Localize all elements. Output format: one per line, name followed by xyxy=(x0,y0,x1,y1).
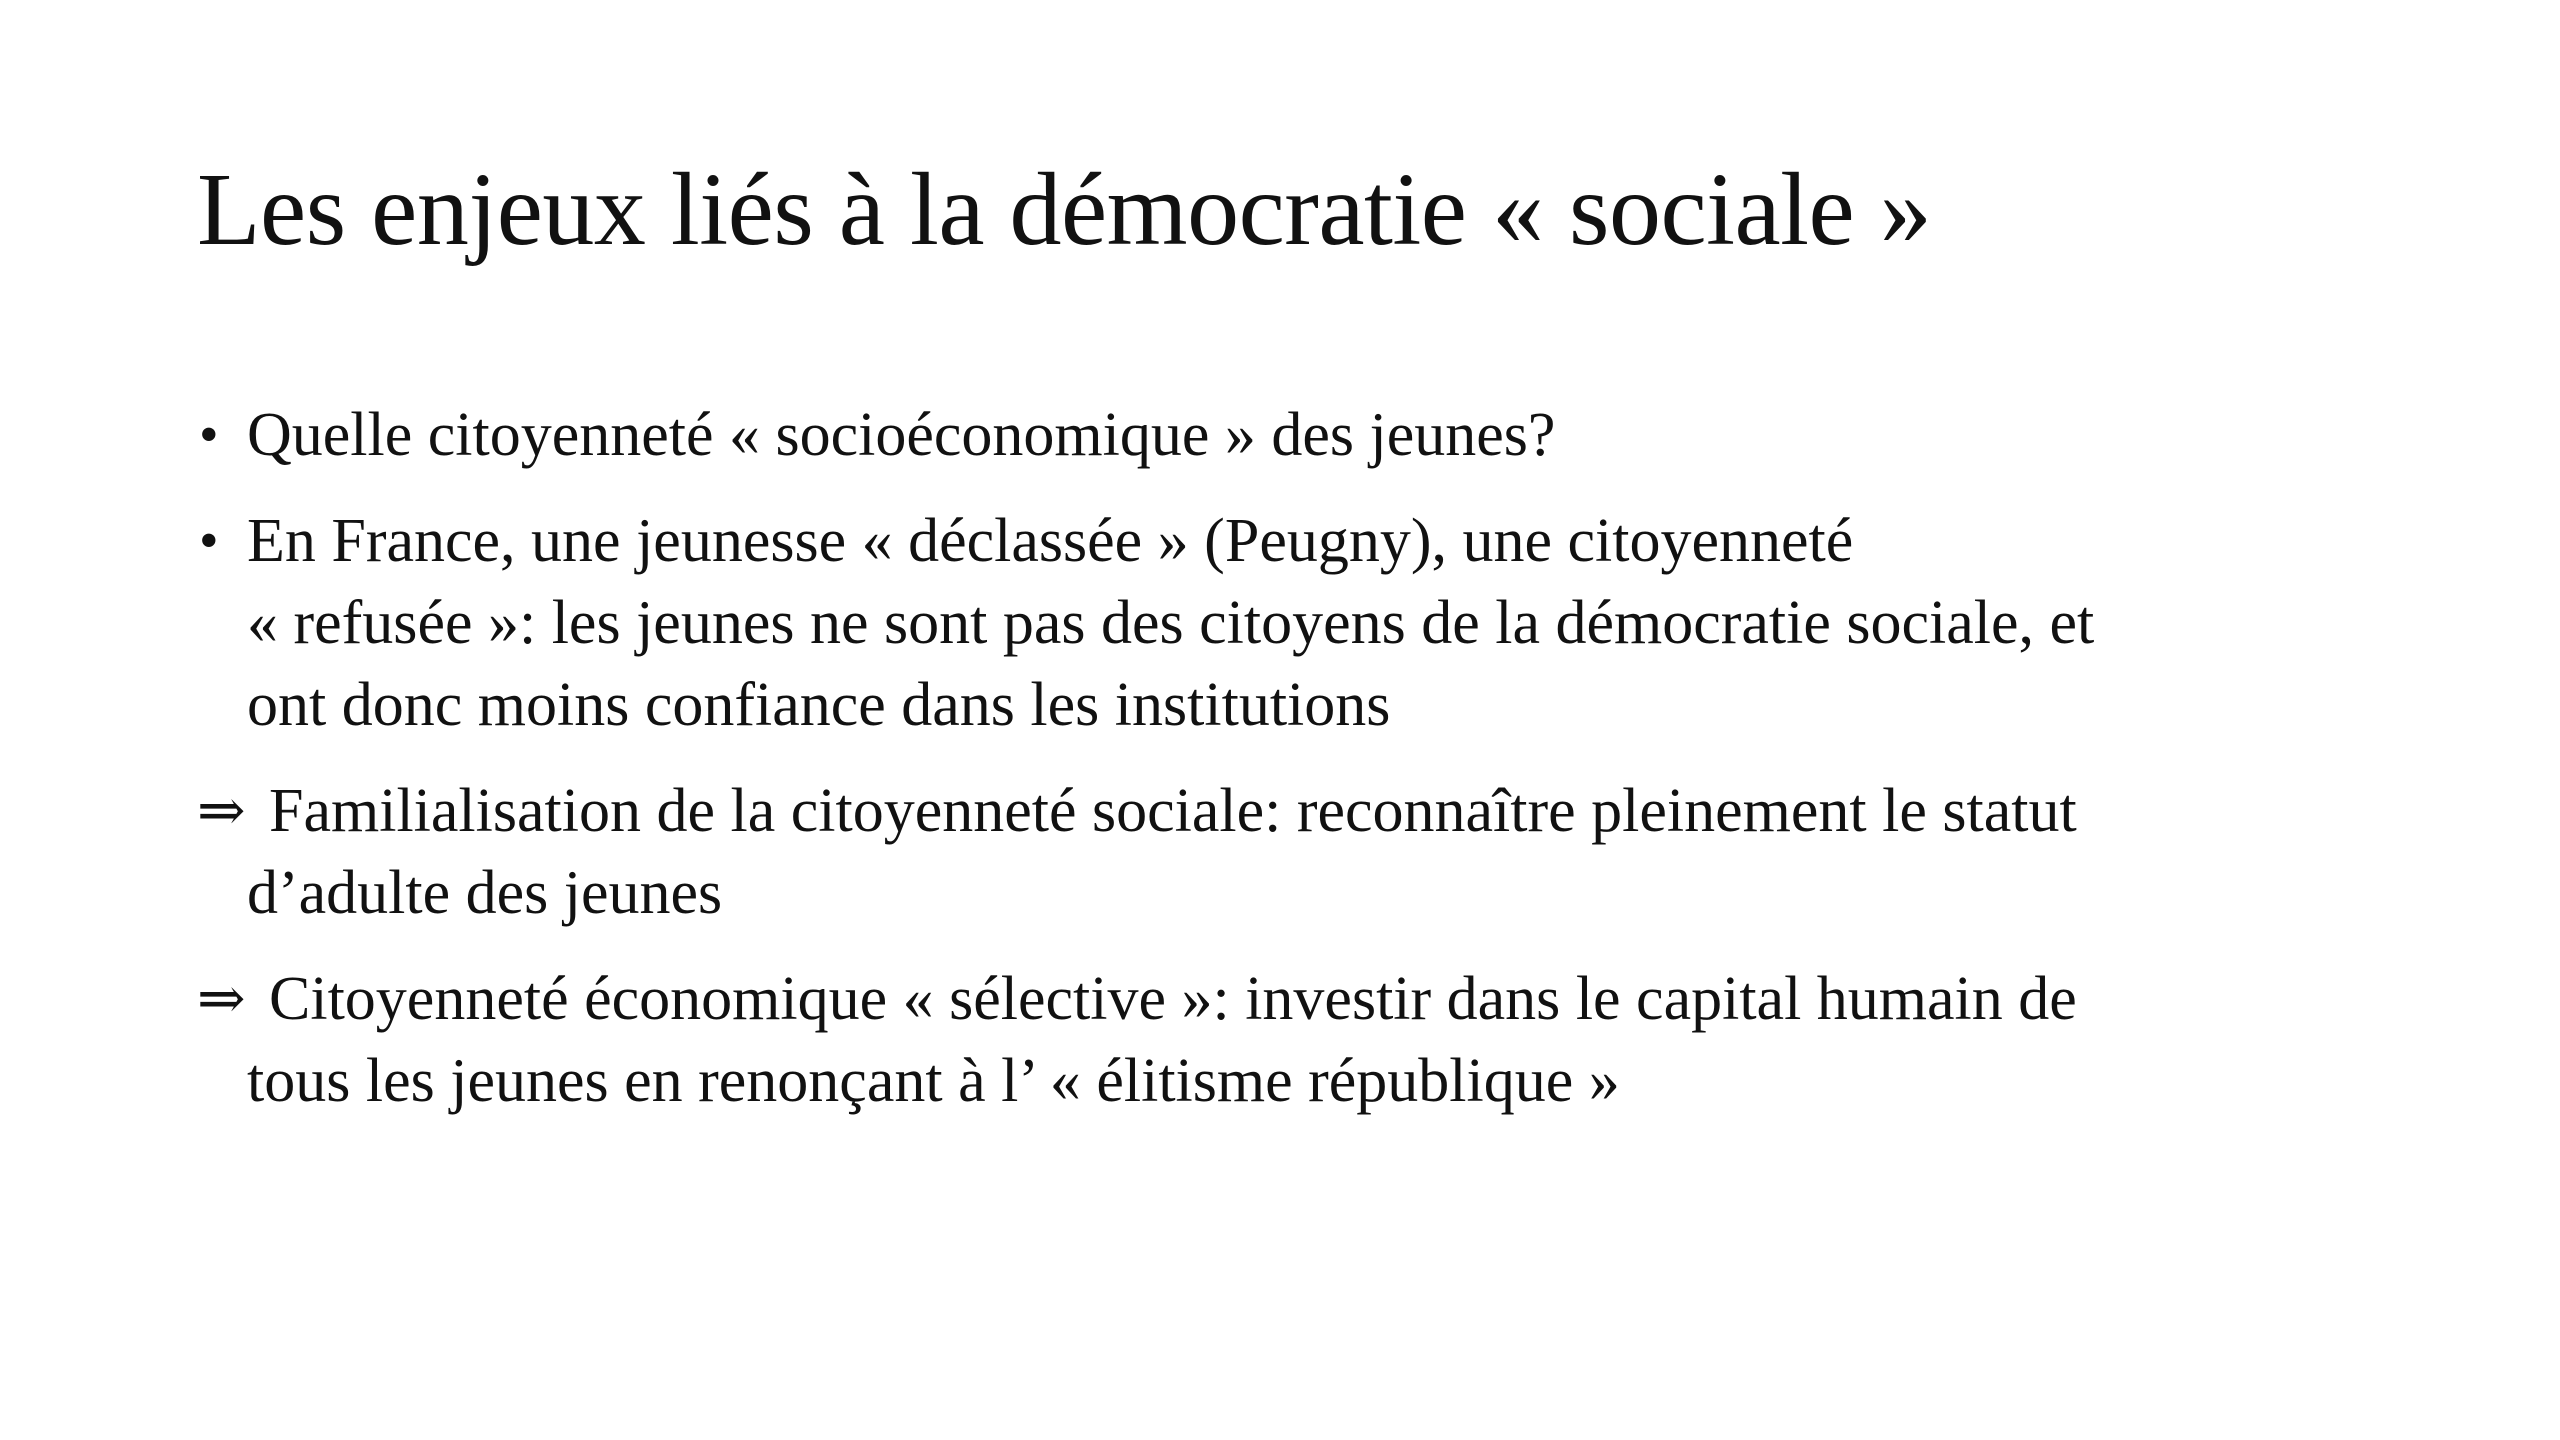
item-text-line: d’adulte des jeunes xyxy=(247,859,723,927)
slide-title: Les enjeux liés à la démocratie « sociale » xyxy=(197,152,1932,267)
item-text-line: tous les jeunes en renonçant à l’ « élitisme république » xyxy=(247,1047,1620,1115)
item-text-line: Quelle citoyenneté « socioéconomique » des jeunes? xyxy=(247,401,1556,469)
bullet-list xyxy=(197,394,2397,1146)
implies-arrow-icon: ⇒ xyxy=(197,778,244,843)
list-item xyxy=(197,394,2397,476)
list-item xyxy=(197,500,2397,746)
bullet-marker: • xyxy=(199,510,219,572)
list-item xyxy=(197,958,2397,1122)
item-text-line: Citoyenneté économique « sélective »: investir dans le capital humain de xyxy=(269,965,2077,1033)
bullet-marker: • xyxy=(199,404,219,466)
item-text-line: En France, une jeunesse « déclassée » (Peugny), une citoyenneté xyxy=(247,507,1854,575)
item-text-line: « refusée »: les jeunes ne sont pas des citoyens de la démocratie sociale, et xyxy=(247,589,2095,657)
item-text-line: Familialisation de la citoyenneté sociale: reconnaître pleinement le statut xyxy=(269,777,2077,845)
implies-arrow-icon: ⇒ xyxy=(197,966,244,1031)
item-text-line: ont donc moins confiance dans les institutions xyxy=(247,671,1391,739)
list-item xyxy=(197,770,2397,934)
